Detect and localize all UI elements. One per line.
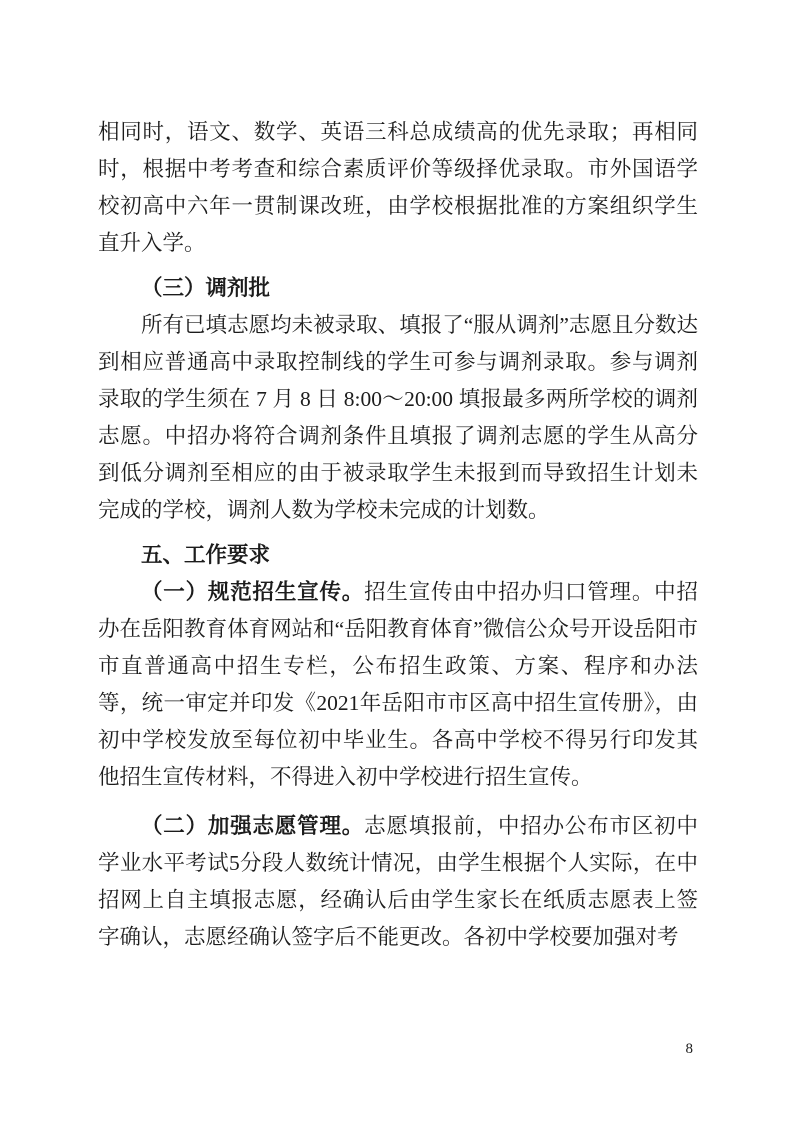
paragraph-regulate-publicity-text: 招生宣传由中招办归口管理。中招办在岳阳教育体育网站和“岳阳教育体育”微信公众号开设岳阳市市直普通高中招生专栏，公布招生政策、方案、程序和办法等，统一审定并印发《2021年岳阳市市区高中招生宣传册》，由初中学校发放至每位初中毕业生。各高中学校不得另行印发其他招生宣传材料，不得进入初中学校进行招生宣传。 bbox=[98, 580, 698, 789]
page-content bbox=[98, 114, 698, 956]
paragraph-strengthen-volunteer-management-text: 志愿填报前，中招办公布市区初中学业水平考试5分段人数统计情况，由学生根据个人实际，在中招网上自主填报志愿，经确认后由学生家长在纸质志愿表上签字确认，志愿经确认签字后不能更改。各初中学校要加强对考 bbox=[98, 814, 698, 949]
paragraph-regulate-publicity-lead: （一）规范招生宣传。 bbox=[141, 580, 365, 604]
paragraph-tiaoji-batch: 所有已填志愿均未被录取、填报了“服从调剂”志愿且分数达到相应普通高中录取控制线的学生可参与调剂录取。参与调剂录取的学生须在 7 月 8 日 8:00～20:00 填报最多两所学校的调剂志愿。中招办将符合调剂条件且填报了调剂志愿的学生从高分到低分调剂至相应的由于被录取学生未报到而导致招生计划未完成的学校，调剂人数为学校未完成的计划数。 bbox=[98, 313, 698, 522]
paragraph-strengthen-volunteer-management bbox=[98, 808, 698, 956]
paragraph-regulate-publicity bbox=[98, 574, 698, 796]
paragraph-continuation: 相同时，语文、数学、英语三科总成绩高的优先录取；再相同时，根据中考考查和综合素质评价等级择优录取。市外国语学校初高中六年一贯制课改班，由学校根据批准的方案组织学生直升入学。 bbox=[98, 120, 698, 255]
paragraph-strengthen-volunteer-management-lead: （二）加强志愿管理。 bbox=[141, 814, 365, 838]
page-number: 8 bbox=[685, 1041, 693, 1057]
heading-work-requirements: 五、工作要求 bbox=[141, 543, 271, 567]
heading-tiaoji-batch: （三）调剂批 bbox=[141, 276, 271, 300]
